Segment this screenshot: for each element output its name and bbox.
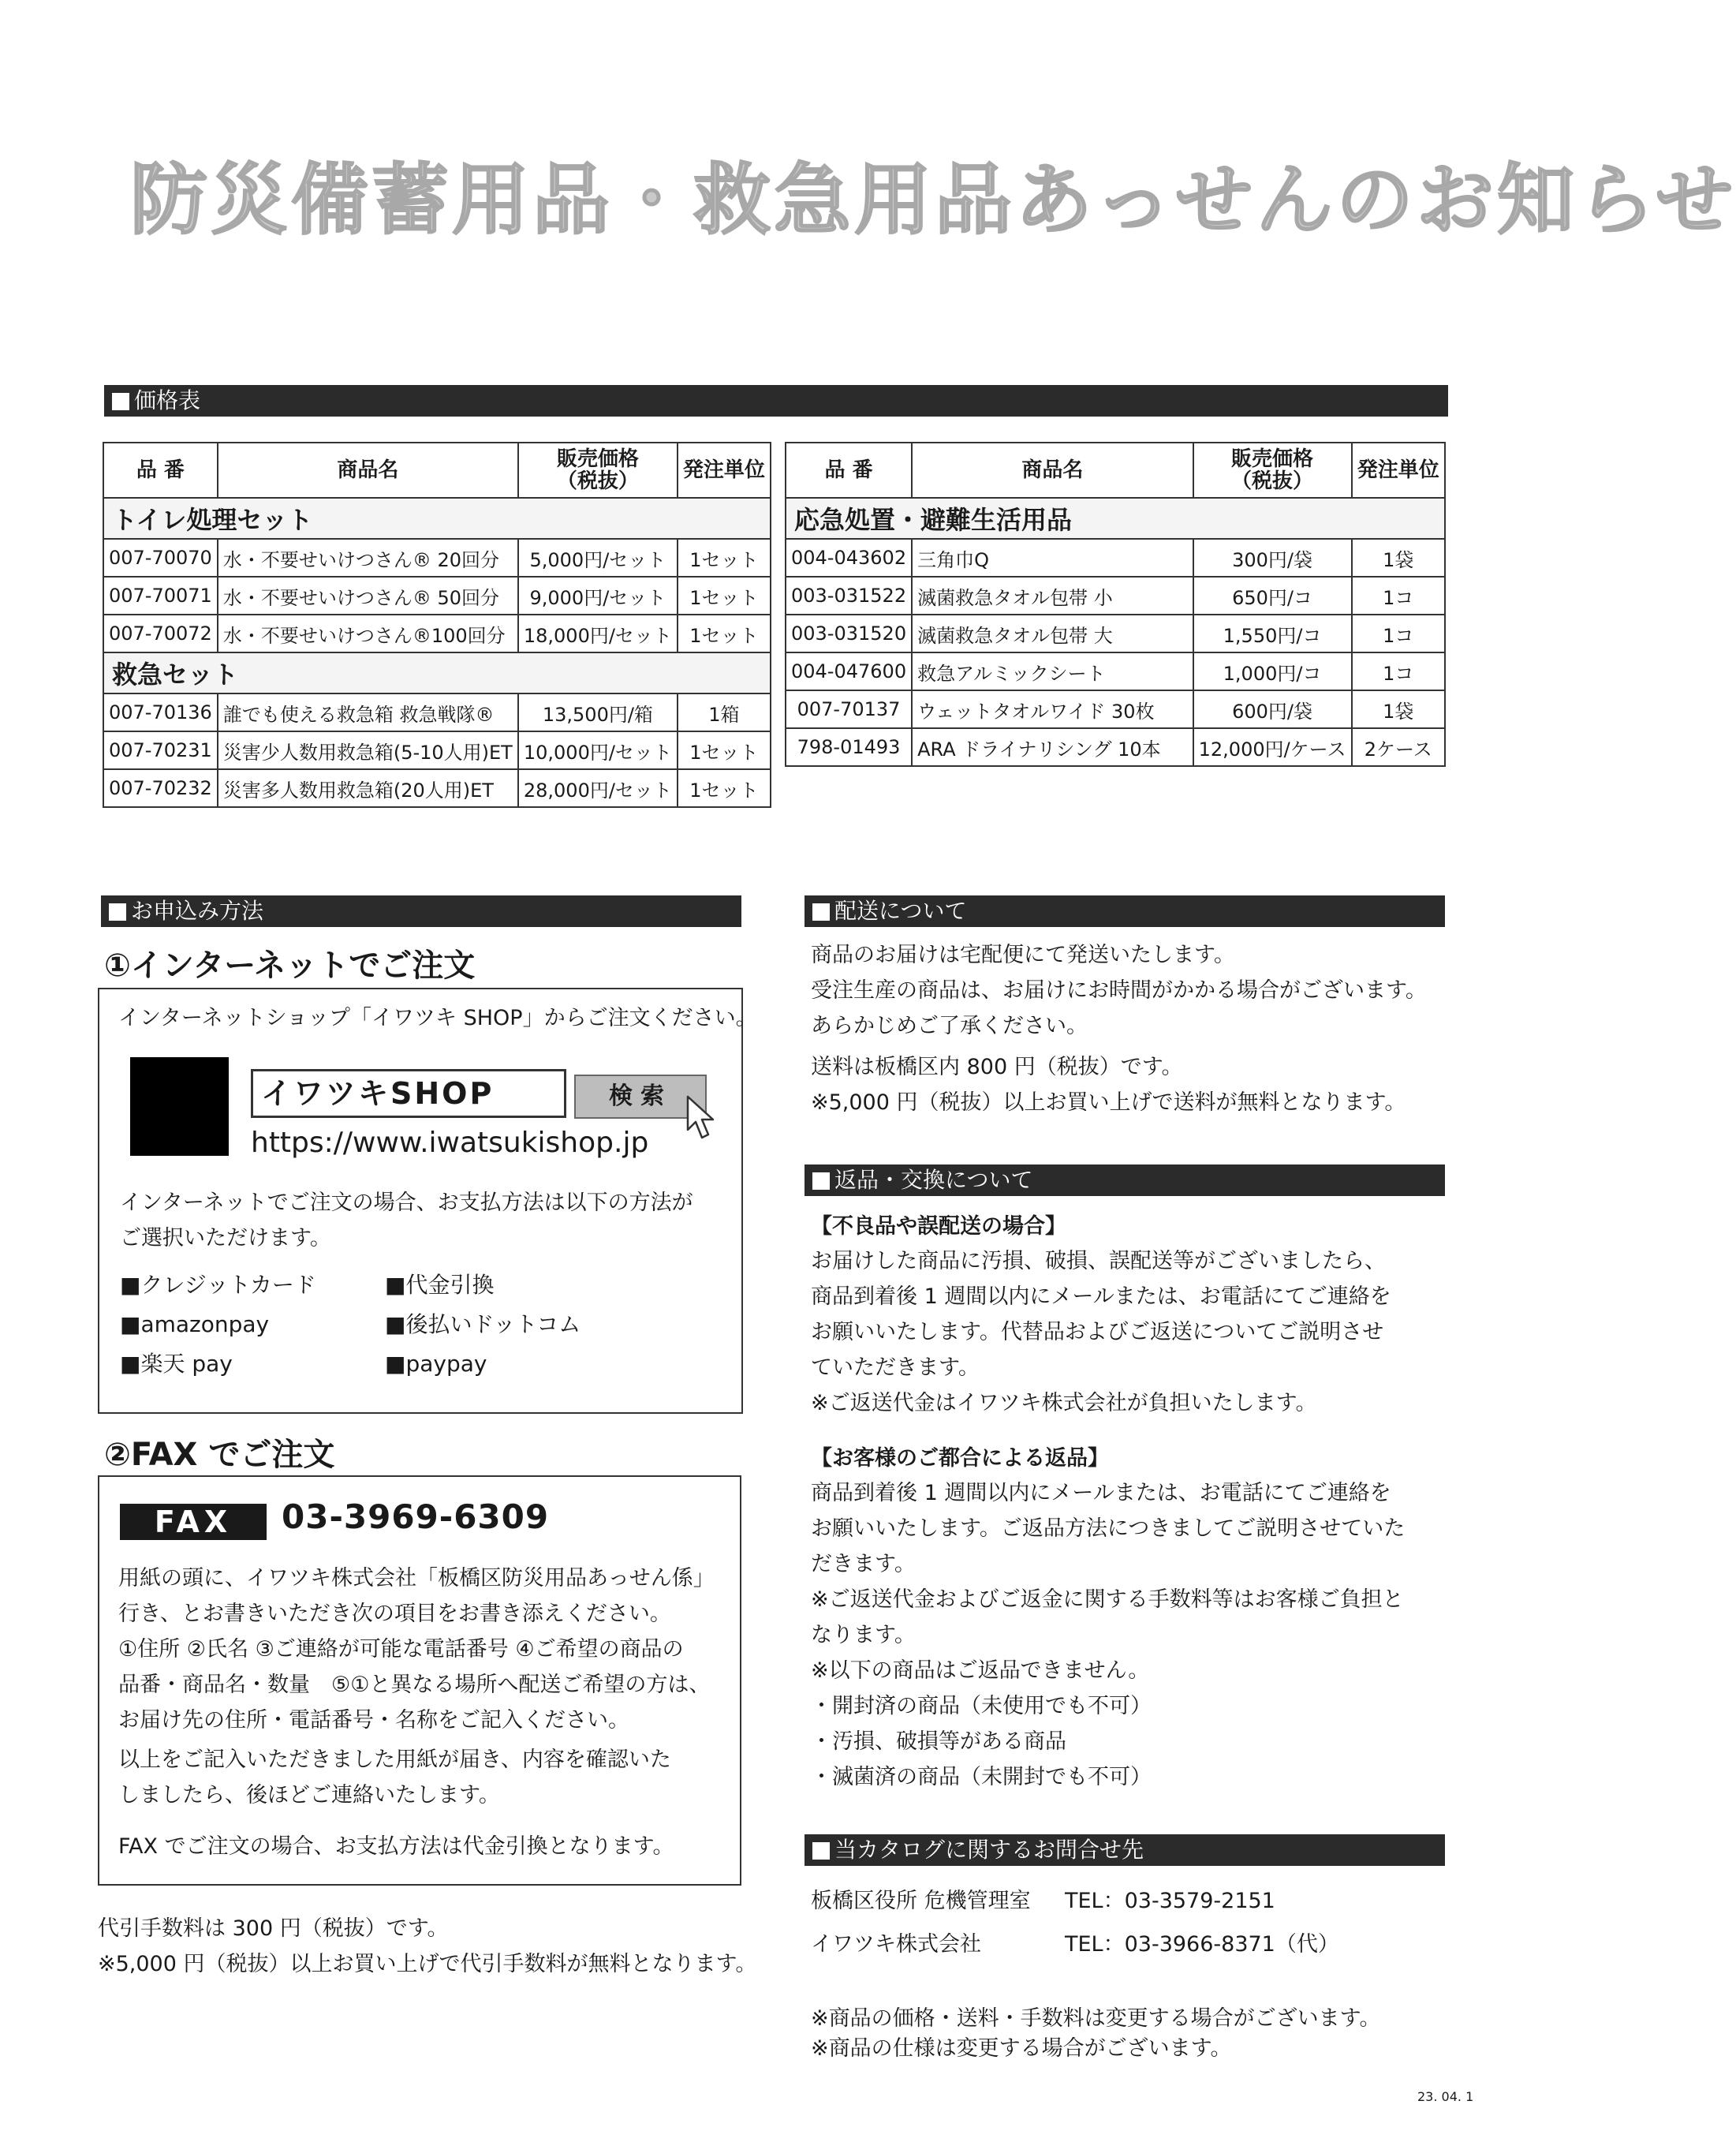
cursor-icon [685, 1095, 719, 1142]
product-price: 28,000円/セット [518, 769, 678, 807]
product-code: 003-031522 [786, 577, 912, 615]
price-table-left [103, 442, 771, 808]
order-unit: 1箱 [678, 693, 771, 731]
payment-methods [120, 1265, 581, 1384]
table-row [103, 693, 771, 731]
price-table-heading-label: 価格表 [134, 387, 201, 413]
contact-list [811, 1879, 1339, 1966]
product-code: 004-043602 [786, 539, 912, 577]
product-price: 12,000円/ケース [1193, 728, 1352, 766]
fax-payment-note: FAX でご注文の場合、お支払方法は代金引換となります。 [118, 1834, 674, 1859]
table-row [786, 615, 1445, 652]
table-row [103, 769, 771, 807]
returns-heading-label: 返品・交換について [834, 1167, 1033, 1193]
product-price: 1,550円/コ [1193, 615, 1352, 652]
order-unit: 2ケース [1352, 728, 1446, 766]
table-row [103, 577, 771, 615]
order-unit: 1袋 [1352, 539, 1446, 577]
fax-order-title: ②FAX でご注文 [104, 1437, 335, 1473]
page-title: 防災備蓄用品・救急用品あっせんのお知らせ [130, 155, 1736, 245]
contact-heading [805, 1834, 1445, 1866]
product-name: 滅菌救急タオル包帯 大 [912, 615, 1193, 652]
delivery-heading-label: 配送について [834, 898, 967, 924]
header-name: 商品名 [218, 443, 518, 498]
header-unit: 発注単位 [1352, 443, 1446, 498]
product-name: 災害多人数用救急箱(20人用)ET [218, 769, 518, 807]
fax-label: FAX [120, 1504, 267, 1540]
delivery-heading [805, 895, 1445, 927]
qr-code[interactable] [130, 1057, 229, 1156]
delivery-text: 商品のお届けは宅配便にて発送いたします。 受注生産の商品は、お届けにお時間がかかる場合がございます。 あらかじめご了承ください。 [811, 943, 1427, 1038]
order-heading [101, 895, 741, 927]
issue-date: 23. 04. 1 [1417, 2089, 1474, 2104]
defect-title: 【不良品や誤配送の場合】 [811, 1214, 1066, 1239]
product-name: 救急アルミックシート [912, 652, 1193, 690]
contact-org: 板橋区役所 危機管理室 [811, 1889, 1031, 1913]
product-name: 水・不要せいけつさん®100回分 [218, 615, 518, 652]
table-row [786, 690, 1445, 728]
internet-order-title: ①インターネットでご注文 [104, 948, 476, 984]
footer-notes: ※商品の価格・送料・手数料は変更する場合がございます。 ※商品の仕様は変更する場合がございます。 [811, 2006, 1381, 2061]
header-code: 品 番 [786, 443, 912, 498]
group-row [103, 652, 771, 693]
cod-fee-text: 代引手数料は 300 円（税抜）です。 ※5,000 円（税抜）以上お買い上げで代引手数料が無料となります。 [98, 1916, 757, 1976]
price-table-heading [104, 385, 1448, 417]
square-icon [812, 1842, 830, 1860]
product-name: 滅菌救急タオル包帯 小 [912, 577, 1193, 615]
group-row [103, 498, 771, 539]
product-price: 600円/袋 [1193, 690, 1352, 728]
fax-number: 03-3969-6309 [282, 1497, 550, 1536]
payment-method: ■クレジットカード [120, 1272, 316, 1298]
product-code: 004-047600 [786, 652, 912, 690]
order-unit: 1セット [678, 539, 771, 577]
table-row [786, 652, 1445, 690]
product-code: 007-70071 [103, 577, 218, 615]
order-unit: 1セット [678, 769, 771, 807]
header-price: 販売価格 （税抜） [518, 443, 678, 498]
product-price: 10,000円/セット [518, 731, 678, 769]
payment-method: ■amazonpay [120, 1311, 270, 1337]
defect-text: お届けした商品に汚損、破損、誤配送等がございましたら、 商品到着後 1 週間以内にメールまたは、お電話にてご連絡を お願いいたします。代替品およびご返送についてご説明させ ていただきます。 ※ご返送代金はイワツキ株式会社が負担いたします。 [811, 1249, 1391, 1415]
product-code: 007-70070 [103, 539, 218, 577]
contact-org: イワツキ株式会社 [811, 1932, 981, 1957]
product-price: 300円/袋 [1193, 539, 1352, 577]
order-heading-label: お申込み方法 [131, 898, 264, 924]
product-price: 18,000円/セット [518, 615, 678, 652]
product-code: 798-01493 [786, 728, 912, 766]
product-price: 5,000円/セット [518, 539, 678, 577]
product-code: 007-70232 [103, 769, 218, 807]
header-price: 販売価格 （税抜） [1193, 443, 1352, 498]
product-price: 9,000円/セット [518, 577, 678, 615]
product-price: 1,000円/コ [1193, 652, 1352, 690]
payment-intro: インターネットでご注文の場合、お支払方法は以下の方法が ご選択いただけます。 [120, 1191, 693, 1250]
table-row [103, 539, 771, 577]
square-icon [812, 903, 830, 921]
order-unit: 1コ [1352, 577, 1446, 615]
returns-heading [805, 1164, 1445, 1196]
table-row [786, 728, 1445, 766]
product-code: 003-031520 [786, 615, 912, 652]
product-price: 650円/コ [1193, 577, 1352, 615]
payment-method: ■楽天 pay [120, 1351, 233, 1377]
product-name: 水・不要せいけつさん® 50回分 [218, 577, 518, 615]
group-row [786, 498, 1445, 539]
search-input[interactable]: イワツキSHOP [251, 1069, 566, 1118]
shop-url-link[interactable]: https://www.iwatsukishop.jp [251, 1127, 649, 1159]
contact-tel: TEL：03-3579-2151 [1065, 1889, 1275, 1913]
product-code: 007-70137 [786, 690, 912, 728]
fax-instructions: 用紙の頭に、イワツキ株式会社「板橋区防災用品あっせん係」 行き、とお書きいただき次の項目をお書き添えください。 ①住所 ②氏名 ③ご連絡が可能な電話番号 ④ご希望の商品の 品番・商品名・数量 ⑤①と異なる場所へ配送ご希望の方は、 お届け先の住所・電話番号・名称をご記入ください。 [118, 1566, 715, 1733]
header-code: 品 番 [103, 443, 218, 498]
order-unit: 1コ [1352, 652, 1446, 690]
product-name: 三角巾Q [912, 539, 1193, 577]
customer-return-text: 商品到着後 1 週間以内にメールまたは、お電話にてご連絡を お願いいたします。ご返品方法につきましてご説明させていた だきます。 ※ご返送代金およびご返金に関する手数料等はお客様ご負担と なります。 ※以下の商品はご返品できません。 ・開封済の商品（未使用でも不可） ・汚損、破損等がある商品 ・滅菌済の商品（未開封でも不可） [811, 1481, 1406, 1789]
product-code: 007-70136 [103, 693, 218, 731]
contact-tel: TEL：03-3966-8371（代） [1065, 1932, 1339, 1957]
customer-return-title: 【お客様のご都合による返品】 [811, 1446, 1109, 1471]
product-code: 007-70072 [103, 615, 218, 652]
order-unit: 1セット [678, 615, 771, 652]
product-name: ARA ドライナリシング 10本 [912, 728, 1193, 766]
table-row [786, 577, 1445, 615]
square-icon [812, 1172, 830, 1190]
order-unit: 1セット [678, 731, 771, 769]
delivery-fee-text: 送料は板橋区内 800 円（税抜）です。 ※5,000 円（税抜）以上お買い上げで送料が無料となります。 [811, 1055, 1406, 1115]
fax-confirmation: 以上をご記入いただきました用紙が届き、内容を確認いた しましたら、後ほどご連絡いたします。 [118, 1748, 671, 1807]
table-row [786, 539, 1445, 577]
group-label: 救急セット [103, 652, 771, 693]
square-icon [109, 903, 126, 921]
search-button[interactable]: 検索 [574, 1075, 707, 1119]
payment-method: ■paypay [385, 1351, 487, 1377]
order-unit: 1コ [1352, 615, 1446, 652]
product-code: 007-70231 [103, 731, 218, 769]
table-row [103, 615, 771, 652]
price-table-right [785, 442, 1446, 767]
order-unit: 1セット [678, 577, 771, 615]
product-name: ウェットタオルワイド 30枚 [912, 690, 1193, 728]
group-label: 応急処置・避難生活用品 [786, 498, 1445, 539]
group-label: トイレ処理セット [103, 498, 771, 539]
product-name: 災害少人数用救急箱(5-10人用)ET [218, 731, 518, 769]
contact-heading-label: 当カタログに関するお問合せ先 [834, 1837, 1144, 1863]
table-row [103, 731, 771, 769]
product-name: 水・不要せいけつさん® 20回分 [218, 539, 518, 577]
internet-intro: インターネットショップ「イワツキ SHOP」からご注文ください。 [118, 1006, 757, 1030]
payment-method: ■後払いドットコム [385, 1311, 581, 1337]
order-unit: 1袋 [1352, 690, 1446, 728]
product-name: 誰でも使える救急箱 救急戦隊® [218, 693, 518, 731]
header-name: 商品名 [912, 443, 1193, 498]
header-unit: 発注単位 [678, 443, 771, 498]
square-icon [112, 393, 129, 410]
product-price: 13,500円/箱 [518, 693, 678, 731]
payment-method: ■代金引換 [385, 1272, 495, 1298]
